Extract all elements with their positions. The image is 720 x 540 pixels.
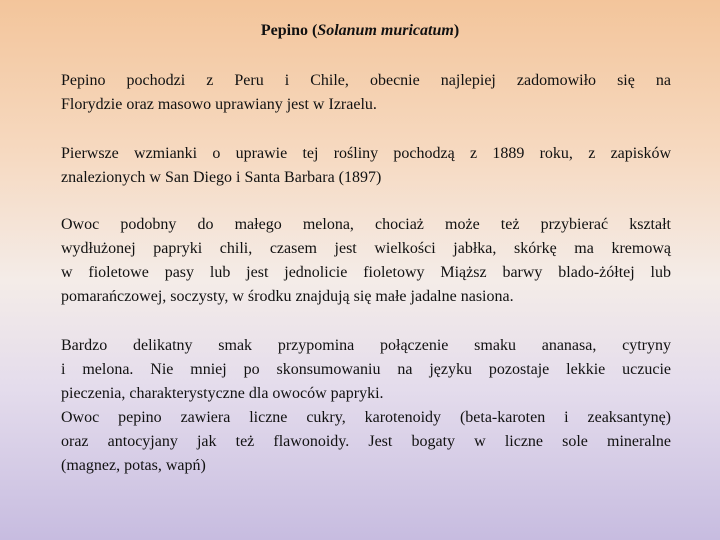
- paragraph-history: [61, 142, 671, 190]
- text-line: znalezionych w San Diego i Santa Barbara (1897): [61, 169, 382, 186]
- paragraph-taste-composition: [61, 334, 671, 478]
- title-suffix: ): [453, 22, 460, 39]
- text-line: (magnez, potas, wapń): [61, 457, 206, 474]
- text-line: i melona. Nie mniej po skonsumowaniu na języku pozostaje lekkie uczucie: [61, 361, 671, 378]
- text-line: Pepino pochodzi z Peru i Chile, obecnie najlepiej zadomowiło się na: [61, 72, 671, 89]
- title-latin-name: Solanum muricatum: [317, 22, 454, 39]
- paragraph-origin: [61, 69, 671, 117]
- text-line: Bardzo delikatny smak przypomina połączenie smaku ananasa, cytryny: [61, 337, 671, 354]
- slide-title: [0, 20, 720, 42]
- text-line: wydłużonej papryki chili, czasem jest wielkości jabłka, skórkę ma kremową: [61, 240, 671, 257]
- text-line: pieczenia, charakterystyczne dla owoców papryki.: [61, 385, 384, 402]
- text-line: pomarańczowej, soczysty, w środku znajdują się małe jadalne nasiona.: [61, 288, 514, 305]
- text-line: oraz antocyjany jak też flawonoidy. Jest bogaty w liczne sole mineralne: [61, 433, 671, 450]
- text-line: w fioletowe pasy lub jest jednolicie fioletowy Miąższ barwy blado-żółtej lub: [61, 264, 671, 281]
- text-line: Pierwsze wzmianki o uprawie tej rośliny pochodzą z 1889 roku, z zapisków: [61, 145, 671, 162]
- text-line: Owoc pepino zawiera liczne cukry, karotenoidy (beta-karoten i zeaksantynę): [61, 409, 671, 426]
- text-line: Owoc podobny do małego melona, chociaż może też przybierać kształt: [61, 216, 671, 233]
- title-prefix: Pepino (: [260, 22, 318, 39]
- text-line: Florydzie oraz masowo uprawiany jest w Izraelu.: [61, 96, 377, 113]
- paragraph-fruit-description: [61, 213, 671, 309]
